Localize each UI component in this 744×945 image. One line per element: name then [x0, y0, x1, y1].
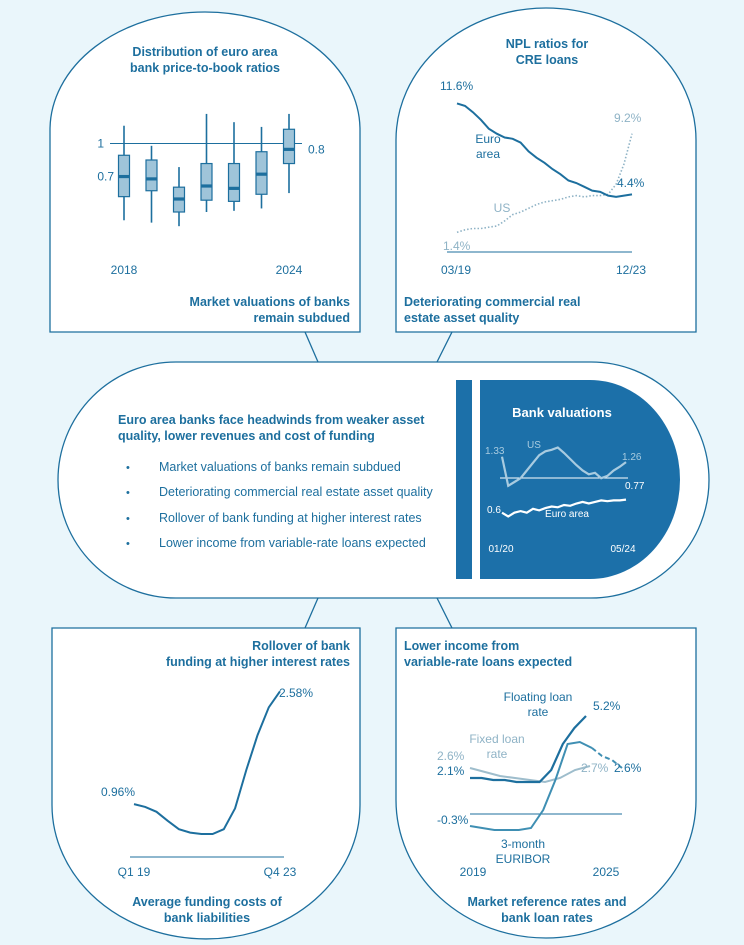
label-euribor-2: EURIBOR: [495, 852, 551, 866]
pb-title-line2: bank price-to-book ratios: [129, 61, 281, 75]
tl-footer-line2: remain subdued: [253, 311, 350, 325]
ea-start-label: 0.6: [487, 505, 501, 516]
x-axis-label-start: 01/20: [488, 544, 514, 555]
card-bottom-left: [52, 628, 360, 939]
label-euribor-1: 3-month: [500, 837, 546, 851]
x-axis-label-end: 05/24: [610, 544, 636, 555]
center-heading-line2: quality, lower revenues and cost of funding: [118, 429, 375, 443]
fixed-end-label: 2.7%: [581, 761, 609, 775]
us-end-label: 9.2%: [614, 111, 642, 125]
bl-title-line2: funding at higher interest rates: [165, 655, 350, 669]
connector-br: [437, 598, 452, 628]
br-title-line1: Lower income from: [404, 639, 520, 653]
fixed-start-label: 2.6%: [437, 749, 465, 763]
ea-start-label: 11.6%: [440, 79, 474, 93]
label-fixed-2: rate: [486, 747, 508, 761]
x-axis-label-start: 03/19: [440, 263, 472, 277]
euribor-end-label: 2.6%: [614, 761, 642, 775]
us-start-label: 1.4%: [443, 239, 471, 253]
bl-footer-line1: Average funding costs of: [132, 895, 282, 909]
bullet-dot: •: [126, 462, 130, 474]
bullet-1: Market valuations of banks remain subdued: [159, 460, 401, 474]
tl-footer-line1: Market valuations of banks: [189, 295, 350, 309]
x-axis-label-end: 12/23: [615, 263, 647, 277]
br-footer-line1: Market reference rates and: [467, 895, 627, 909]
x-axis-label-start: 2019: [459, 865, 487, 879]
label-floating-2: rate: [527, 705, 549, 719]
npl-title-line2: CRE loans: [515, 53, 579, 67]
npl-title-line1: NPL ratios for: [505, 37, 589, 51]
center-heading-line1: Euro area banks face headwinds from weaker asset: [118, 413, 425, 427]
connector-tr: [437, 332, 452, 362]
box: [284, 129, 295, 163]
x-axis-label-start: 2018: [110, 263, 138, 277]
bullet-dot: •: [126, 487, 130, 499]
tick-label: 0.7: [97, 169, 114, 184]
series-label-us: US: [493, 201, 511, 215]
tick-label: 1: [97, 136, 104, 151]
ea-end-label: 0.77: [625, 481, 645, 492]
pb-title-line1: Distribution of euro area: [132, 45, 278, 59]
bank-valuations-title: Bank valuations: [512, 405, 612, 420]
annotation-label: 0.8: [308, 142, 325, 157]
us-start-label: 1.33: [485, 446, 505, 457]
x-axis-label-end: 2024: [275, 263, 303, 277]
start-value-label: 0.96%: [101, 785, 136, 799]
bullet-3: Rollover of bank funding at higher interest rates: [159, 511, 422, 525]
series-label-euro-area: Euro area: [545, 509, 589, 520]
tr-footer-line1: Deteriorating commercial real: [404, 295, 581, 309]
series-label-euro: Euro: [475, 132, 501, 146]
euribor-start-label: -0.3%: [437, 813, 469, 827]
bullet-2: Deteriorating commercial real estate asset quality: [159, 485, 433, 499]
connector-tl: [305, 332, 318, 362]
end-value-label: 2.58%: [279, 686, 314, 700]
br-title-line2: variable-rate loans expected: [404, 655, 573, 669]
connector-bl: [305, 598, 318, 628]
series-label-us: US: [527, 440, 541, 451]
box: [146, 160, 157, 191]
bl-title-line1: Rollover of bank: [252, 639, 350, 653]
x-axis-label-end: 2025: [592, 865, 620, 879]
tr-footer-line2: estate asset quality: [404, 311, 520, 325]
label-fixed-1: Fixed loan: [469, 732, 525, 746]
series-label-area: area: [475, 147, 501, 161]
box: [229, 164, 240, 202]
bullet-dot: •: [126, 513, 130, 525]
floating-end-label: 5.2%: [593, 699, 621, 713]
bl-footer-line2: bank liabilities: [163, 911, 251, 925]
x-axis-label-start: Q1 19: [117, 865, 151, 879]
br-footer-line2: bank loan rates: [501, 911, 593, 925]
label-floating-1: Floating loan: [503, 690, 573, 704]
card-bottom-right: [396, 628, 696, 938]
floating-start-label: 2.1%: [437, 764, 465, 778]
box: [201, 164, 212, 201]
center-accent-bar: [456, 380, 472, 579]
us-end-label: 1.26: [622, 452, 642, 463]
bullet-dot: •: [126, 538, 130, 550]
ea-end-label: 4.4%: [617, 176, 645, 190]
x-axis-label-end: Q4 23: [263, 865, 297, 879]
bullet-4: Lower income from variable-rate loans expected: [159, 536, 426, 550]
